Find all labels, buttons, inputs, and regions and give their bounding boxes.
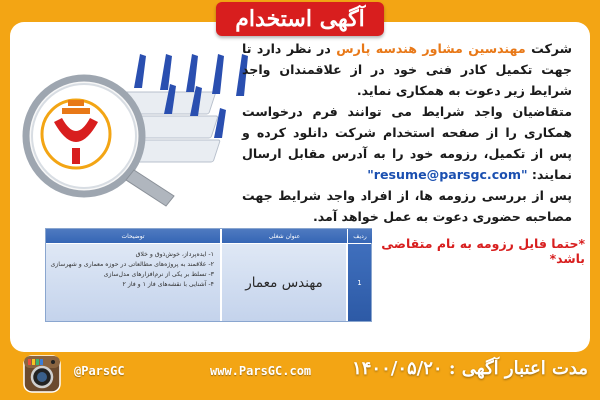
table-row-job-title: مهندس معمار [221, 243, 346, 321]
list-item: ۲- علاقمند به پروژه‌های مطالعاتی در حوزه معماری و شهرسازی [50, 261, 214, 268]
checklist-magnifier-illustration [14, 30, 262, 212]
description-list [46, 244, 220, 290]
list-item: ۴- آشنایی با نقشه‌های فاز ۱ و فاز ۲ [122, 281, 214, 288]
list-item: ۳- تسلط بر یکی از نرم‌افزارهای مدل‌سازی [103, 271, 214, 278]
header-job-title: عنوان شغلی [221, 229, 347, 243]
apply-paragraph: متقاضیان واجد شرایط می توانند فرم درخواست همکاری را از صفحه استخدام شرکت دانلود کرده و پس از تکمیل، رزومه خود را به آدرس مقابل ارسال نمایند: "resume@parsgc.com" [242, 104, 572, 182]
website-link[interactable]: www.ParsGC.com [210, 364, 312, 378]
header-description: توضیحات [46, 229, 220, 243]
table-row-index: 1 [347, 243, 371, 321]
page-title: آگهی استخدام [216, 2, 384, 36]
announcement-text [242, 38, 572, 227]
table-row-description [46, 243, 220, 321]
instagram-handle[interactable]: @ParsGC [74, 364, 125, 378]
interview-paragraph: پس از بررسی رزومه ها، از افراد واجد شرایط جهت مصاحبه حضوری دعوت به عمل خواهد آمد. [242, 188, 572, 224]
list-item: ۱- ایده‌پرداز، خوش‌ذوق و خلاق [135, 251, 214, 258]
intro-paragraph: شرکت مهندسین مشاور هندسه پارس در نظر دارد تا جهت تکمیل کادر فنی خود در از علاقمندان واجد شرایط زیر دعوت به همکاری نماید. [242, 41, 572, 98]
validity-date: مدت اعتبار آگهی : ۱۴۰۰/۰۵/۲۰ [352, 358, 588, 379]
header-index: ردیف [347, 229, 372, 243]
email-link[interactable]: "resume@parsgc.com" [367, 167, 528, 182]
resume-note: *حتما فایل رزومه به نام متقاضی باشد* [381, 236, 585, 266]
company-name: مهندسین مشاور هندسه پارس [336, 41, 526, 56]
job-table [45, 228, 372, 322]
instagram-icon[interactable] [22, 354, 62, 394]
